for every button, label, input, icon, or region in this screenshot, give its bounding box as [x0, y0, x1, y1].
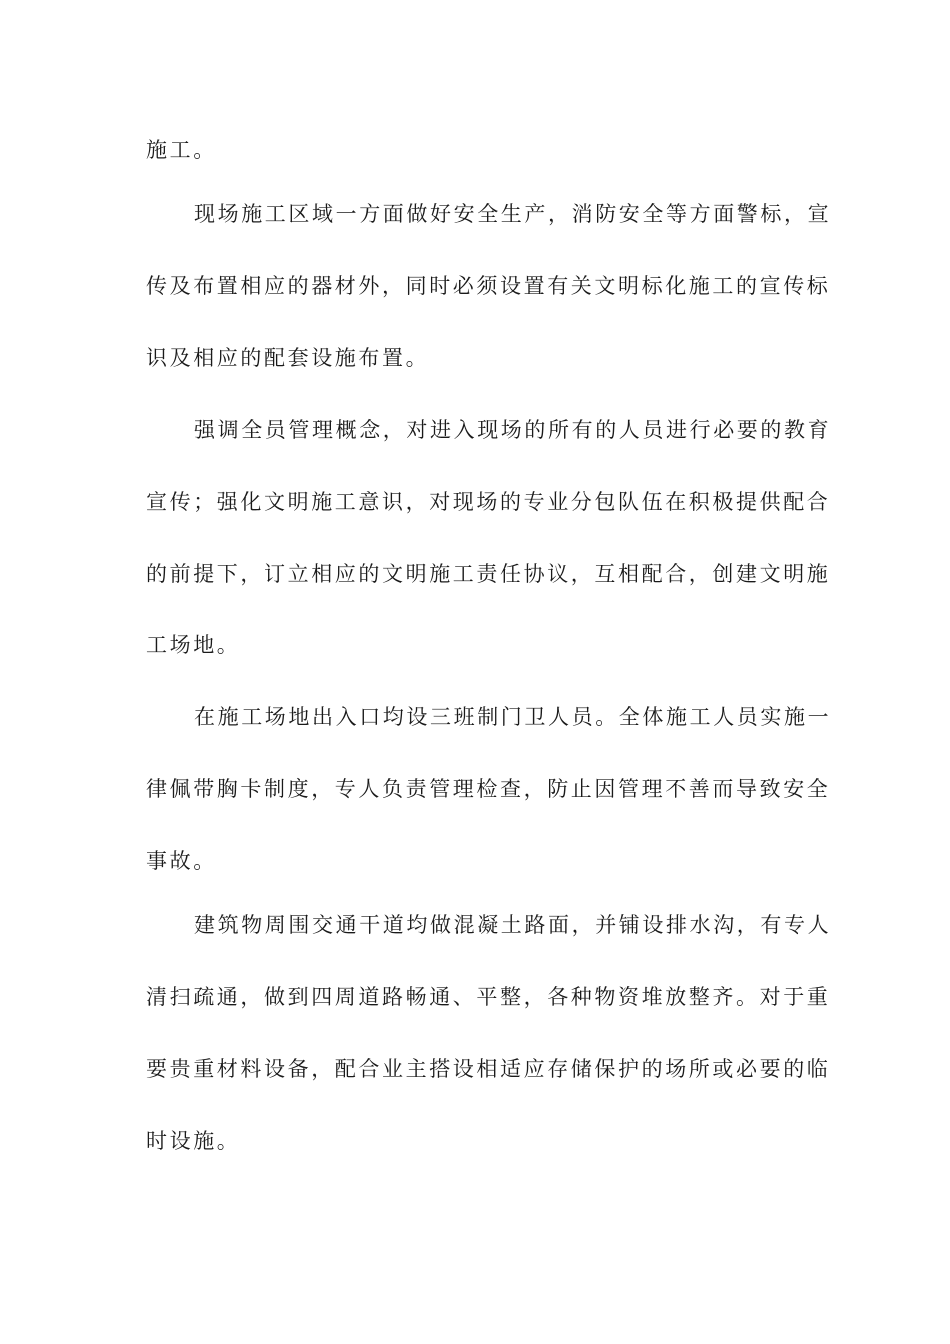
paragraph-3-line-2: 宣传；强化文明施工意识，对现场的专业分包队伍在积极提供配合 — [146, 490, 831, 514]
paragraph-2-line-2: 传及布置相应的器材外，同时必须设置有关文明标化施工的宣传标 — [146, 274, 831, 298]
paragraph-5-line-2: 清扫疏通，做到四周道路畅通、平整，各种物资堆放整齐。对于重 — [146, 985, 831, 1009]
paragraph-2-line-3: 识及相应的配套设施布置。 — [146, 346, 430, 370]
paragraph-3-line-3: 的前提下，订立相应的文明施工责任协议，互相配合，创建文明施 — [146, 562, 831, 586]
paragraph-5-line-4: 时设施。 — [146, 1129, 241, 1153]
paragraph-4-line-3: 事故。 — [146, 849, 217, 873]
paragraph-1-line-1: 施工。 — [146, 138, 217, 162]
paragraph-2-line-1: 现场施工区域一方面做好安全生产，消防安全等方面警标，宣 — [194, 202, 832, 226]
paragraph-3-line-1: 强调全员管理概念，对进入现场的所有的人员进行必要的教育 — [194, 418, 832, 442]
paragraph-3-line-4: 工场地。 — [146, 633, 241, 657]
paragraph-4-line-2: 律佩带胸卡制度，专人负责管理检查，防止因管理不善而导致安全 — [146, 777, 831, 801]
paragraph-5-line-3: 要贵重材料设备，配合业主搭设相适应存储保护的场所或必要的临 — [146, 1057, 831, 1081]
paragraph-5-line-1: 建筑物周围交通干道均做混凝土路面，并铺设排水沟，有专人 — [194, 913, 832, 937]
paragraph-4-line-1: 在施工场地出入口均设三班制门卫人员。全体施工人员实施一 — [194, 705, 832, 729]
